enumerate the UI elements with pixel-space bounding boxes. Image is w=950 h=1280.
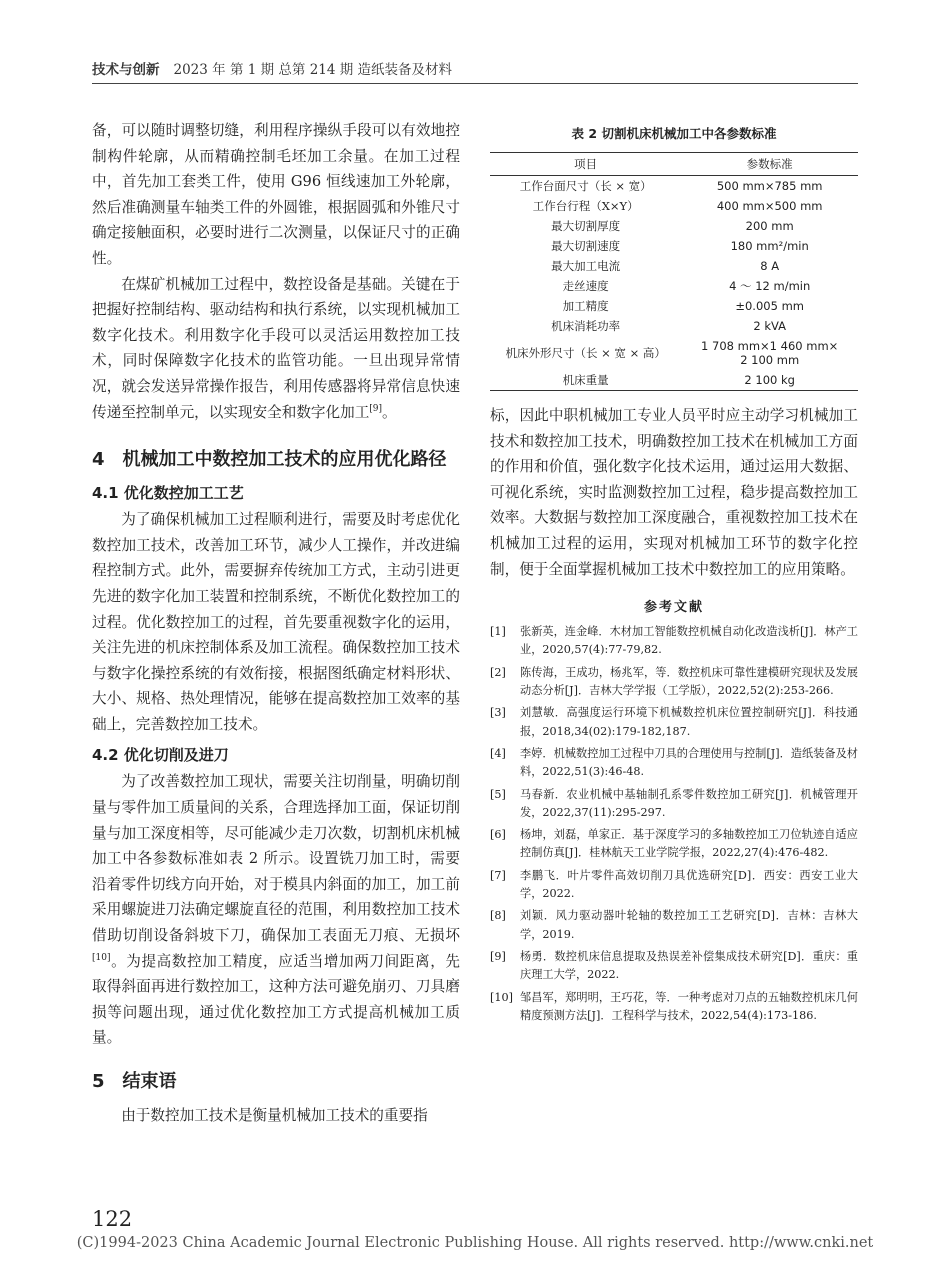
reference-text: 杨坤，刘磊，单家正．基于深度学习的多轴数控加工刀位轨迹自适应控制仿真[J]．桂林航天工业学院学报，2022,27(4):476-482. <box>520 828 858 860</box>
reference-text: 李鹏飞．叶片零件高效切削刀具优选研究[D]．西安：西安工业大学，2022. <box>520 868 858 901</box>
table-cell: 机床外形尺寸（长 × 宽 × 高） <box>505 346 666 360</box>
reference-item <box>490 704 858 741</box>
table-row <box>490 236 858 256</box>
subsection-heading: 4.2 优化切削及进刀 <box>92 746 229 765</box>
section-number: 5 <box>92 1071 105 1092</box>
citation: [10] <box>92 952 111 963</box>
reference-text: 李婷．机械数控加工过程中刀具的合理使用与控制[J]．造纸装备及材料，2022,51(3):46-48. <box>520 746 858 779</box>
paragraph-text: 为了改善数控加工现状，需要关注切削量，明确切削量与零件加工质量间的关系，合理选择加工面，保证切削量与加工深度相等，尽可能减少走刀次数，切割机床机械加工中各参数标准如表 2 所示。设置铣刀加工时，需要沿着零件切线方向开始，对于模具内斜面的加工，加工前采用螺旋进刀法确定螺旋直径的范围，利用数控加工技术借助切削设备斜坡下刀，确保加工表面无刀痕、无损坏 <box>92 773 460 945</box>
right-column <box>490 118 858 1029</box>
paragraph: 由于数控加工技术是衡量机械加工技术的重要指 <box>121 1107 428 1124</box>
reference-item <box>490 664 858 701</box>
reference-item <box>490 989 858 1026</box>
section-number: 4 <box>92 449 105 471</box>
table-cell: 4 ～ 12 m/min <box>729 279 811 293</box>
reference-item <box>490 948 858 985</box>
reference-number: [10] <box>490 990 513 1004</box>
section-heading-5 <box>92 1069 460 1095</box>
table-cell: 机床消耗功率 <box>551 319 621 333</box>
table-cell: 走丝速度 <box>562 279 609 293</box>
references-heading: 参考文献 <box>643 600 704 616</box>
reference-text: 邹昌军，郑明明，王巧花，等．一种考虑对刀点的五轴数控机床几何精度预测方法[J]．工程科学与技术，2022,54(4):173-186. <box>520 990 858 1022</box>
table-cell: 500 mm×785 mm <box>716 179 823 193</box>
table-cell: 2 kVA <box>753 319 786 333</box>
table-cell: 2 100 kg <box>681 370 858 391</box>
paragraph-text: 在煤矿机械加工过程中，数控设备是基础。关键在于把握好控制结构、驱动结构和执行系统，以实现机械加工数字化技术。利用数字化手段可以灵活运用数控加工技术，同时保障数字化技术的监管功能。一旦出现异常情况，就会发送异常操作报告，利用传感器将异常信息快速传递至控制单元，以实现安全和数字化加工 <box>92 275 460 421</box>
header-rule <box>92 83 858 84</box>
reference-text: 刘慧敏．高强度运行环境下机械数控机床位置控制研究[J]．科技通报，2018,34(02):179-182,187. <box>520 706 858 738</box>
reference-number: [9] <box>490 949 506 963</box>
page-number: 122 <box>92 1207 133 1231</box>
section-title: 机械加工中数控加工技术的应用优化路径 <box>122 449 447 471</box>
table-row <box>490 296 858 316</box>
parameter-table <box>490 152 858 391</box>
issue-info: 2023 年 第 1 期 总第 214 期 造纸装备及材料 <box>173 62 453 78</box>
paragraph: 为了确保机械加工过程顺利进行，需要及时考虑优化数控加工技术，改善加工环节，减少人工操作，并改进编程控制方式。此外，需要摒弃传统加工方式，主动引进更先进的数字化加工装置和控制系统，不断优化数控加工的过程。优化数控加工的过程，首先要重视数字化的运用，关注先进的机床控制体系及加工流程。确保数控加工技术与数字化操控系统的有效衔接，根据图纸确定材料形状、大小、规格、热处理情况，能够在提高数控加工效率的基础上，完善数控加工技术。 <box>92 511 460 733</box>
reference-number: [4] <box>490 746 506 760</box>
reference-number: [1] <box>490 625 506 639</box>
table-header-row <box>490 153 858 176</box>
table-cell: 180 mm²/min <box>730 239 809 253</box>
table-cell: 工作台面尺寸（长 × 宽） <box>519 179 652 193</box>
paragraph <box>92 769 460 1051</box>
paragraph: 备，可以随时调整切缝，利用程序操纵手段可以有效地控制构件轮廓，从而精确控制毛坯加工余量。在加工过程中，首先加工套类工件，使用 G96 恒线速加工外轮廓，然后准确测量车轴类工件的外圆锥，根据圆弧和外锥尺寸确定接触面积，必要时进行二次测量，以保证尺寸的正确性。 <box>92 122 460 267</box>
reference-item <box>490 745 858 782</box>
table-row <box>490 336 858 370</box>
table-caption: 表 2 切割机床机械加工中各参数标准 <box>571 126 777 141</box>
reference-text: 马春新．农业机械中基轴制孔系零件数控加工研究[J]．机械管理开发，2022,37(11):295-297. <box>520 787 858 819</box>
table-cell: 最大切割厚度 <box>551 219 621 233</box>
reference-number: [6] <box>490 828 506 842</box>
table-row <box>490 316 858 336</box>
section-heading-4 <box>92 447 460 473</box>
column-header: 参数标准 <box>681 153 858 176</box>
paragraph: 标，因此中职机械加工专业人员平时应主动学习机械加工技术和数控加工技术，明确数控加工技术在机械加工方面的作用和价值，强化数字化技术运用，通过运用大数据、可视化系统，实时监测数控加工过程，稳步提高数控加工效率。大数据与数控加工深度融合，重视数控加工技术在机械加工过程的运用，实现对机械加工环节的数字化控制，便于全面掌握机械加工技术中数控加工的应用策略。 <box>490 407 858 578</box>
running-header <box>92 58 452 78</box>
cell-line: 2 100 mm <box>740 353 800 367</box>
reference-number: [8] <box>490 909 506 923</box>
copyright-footer: (C)1994-2023 China Academic Journal Electronic Publishing House. All rights reserved. http://www.cnki.net <box>76 1235 874 1251</box>
reference-text: 杨勇．数控机床信息提取及热误差补偿集成技术研究[D]．重庆：重庆理工大学，2022. <box>520 949 858 982</box>
table-cell: 8 A <box>760 259 780 273</box>
reference-text: 陈传海，王成功，杨兆军，等．数控机床可靠性建模研究现状及发展动态分析[J]．吉林大学学报（工学版），2022,52(2):253-266. <box>520 665 858 698</box>
paragraph <box>92 272 460 426</box>
reference-number: [3] <box>490 706 506 720</box>
reference-item <box>490 826 858 863</box>
reference-text: 刘颖．风力驱动器叶轮轴的数控加工工艺研究[D]．吉林：吉林大学，2019. <box>520 909 858 941</box>
paragraph-text: 。为提高数控加工精度，应适当增加两刀间距离，先取得斜面再进行数控加工，这种方法可避免崩刃、刀具磨损等问题出现，通过优化数控加工方式提高机械加工质量。 <box>92 952 460 1047</box>
table-cell: 工作台行程（X×Y） <box>532 199 639 213</box>
reference-item <box>490 867 858 904</box>
table-row <box>490 196 858 216</box>
table-cell: 200 mm <box>745 219 794 233</box>
reference-item <box>490 623 858 660</box>
table-row <box>490 176 858 197</box>
table-cell <box>681 336 858 370</box>
citation: [9] <box>369 403 383 414</box>
reference-number: [2] <box>490 665 506 679</box>
section-title: 结束语 <box>122 1071 177 1092</box>
column-header: 项目 <box>490 153 681 176</box>
table-cell: 400 mm×500 mm <box>716 199 823 213</box>
left-column <box>92 118 460 1129</box>
reference-item <box>490 907 858 944</box>
table-row <box>490 216 858 236</box>
journal-section: 技术与创新 <box>92 62 160 78</box>
table-row <box>490 276 858 296</box>
cell-line: 1 708 mm×1 460 mm× <box>701 339 839 353</box>
reference-text: 张新英，连金峰．木材加工智能数控机械自动化改造浅析[J]．林产工业，2020,57(4):77-79,82. <box>520 625 858 657</box>
reference-number: [7] <box>490 868 506 882</box>
reference-item <box>490 786 858 823</box>
table-cell: 加工精度 <box>562 299 609 313</box>
table-cell: ±0.005 mm <box>735 299 804 313</box>
table-cell: 最大切割速度 <box>551 239 621 253</box>
table-row <box>490 256 858 276</box>
table-row <box>490 370 858 391</box>
reference-number: [5] <box>490 787 506 801</box>
table-cell: 机床重量 <box>490 370 681 391</box>
subsection-heading: 4.1 优化数控加工工艺 <box>92 484 244 503</box>
paragraph-text: 。 <box>382 403 397 421</box>
table-cell: 最大加工电流 <box>551 259 621 273</box>
reference-list <box>490 623 858 1025</box>
